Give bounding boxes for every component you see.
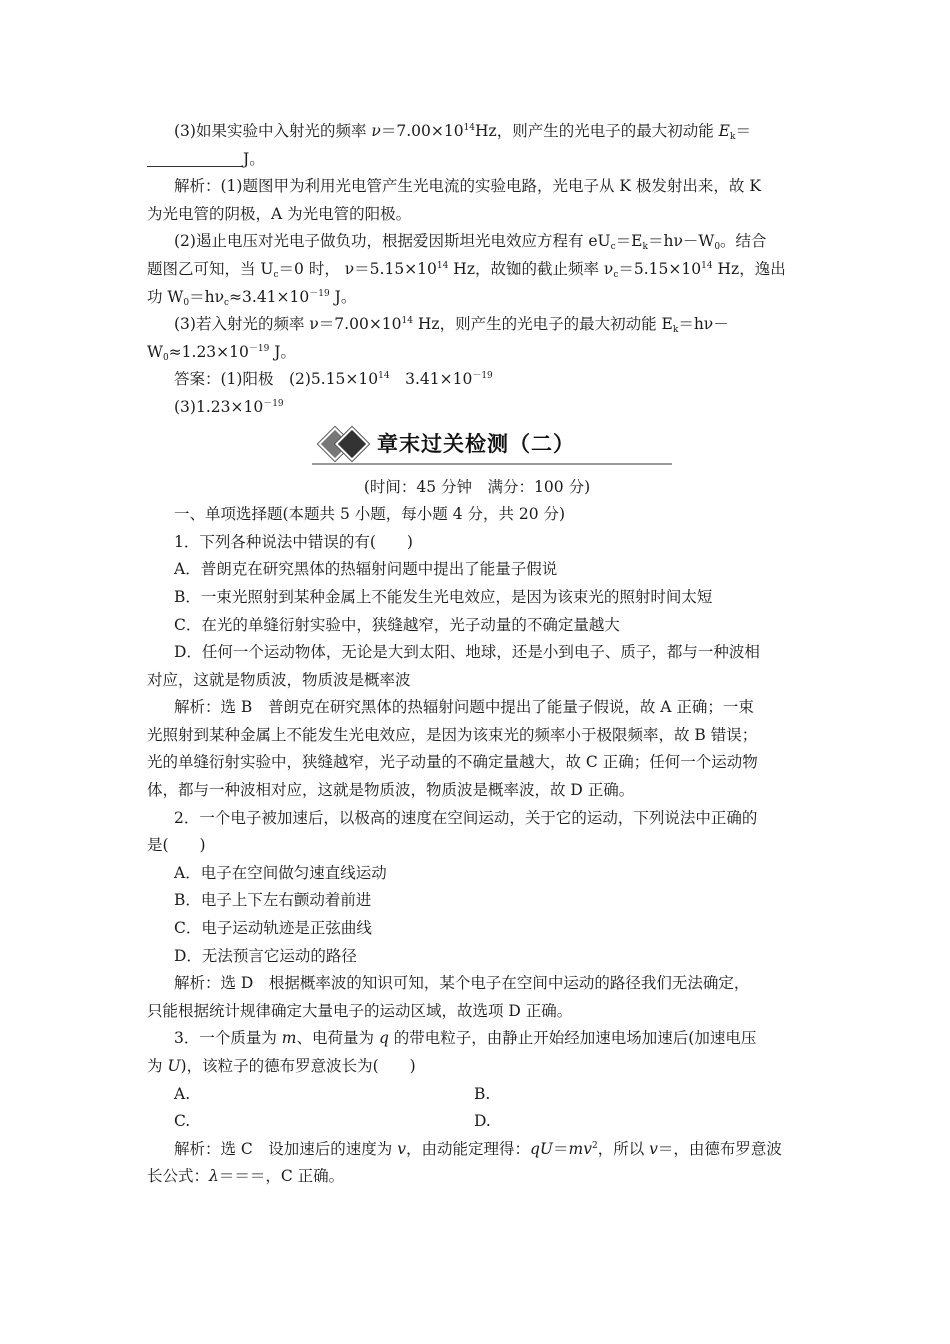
q1-solution-line2: 光照射到某种金属上不能发生光电效应，是因为该束光的频率小于极限频率，故 B 错误；: [147, 725, 758, 744]
solution-2-line1: (2)遏止电压对光电子做负功，根据爱因斯坦光电效应方程有 $eU_c=E_k=h\nu-W_0$。结合: [174, 232, 767, 253]
chapter-banner: [147, 428, 807, 474]
q3-intro-line2: J。: [147, 146, 807, 174]
q3-option-b: B.: [474, 1084, 491, 1103]
solution-2-line2: 题图乙可知，当 $U_c=0$ 时， $\nu=5.15\times 10^{14}$ Hz，故铷的截止频率 $\nu_c=5.15\times 10^{14}$ Hz，逸出: [147, 259, 786, 280]
q2-option-a: A．电子在空间做匀速直线运动: [174, 863, 387, 882]
banner-title: 章末过关检测（二）: [377, 431, 575, 456]
q3-stem-line2: 为 U)，该粒子的德布罗意波长为( ): [147, 1057, 416, 1075]
section-heading: 一、单项选择题(本题共 5 小题，每小题 4 分，共 20 分): [174, 505, 566, 524]
q3-intro-line1: (3)如果实验中入射光的频率 $\nu=7.00\times 10^{14}Hz$，则产生的光电子的最大初动能 $E_k=$: [174, 122, 751, 142]
q2-stem-line2: 是( ): [147, 836, 206, 855]
answer-line2: $(3)1.23\times 10^{-19}$: [174, 397, 284, 416]
q3-option-c: C.: [174, 1112, 191, 1131]
q1-solution-line1: 解析：选 B 普朗克在研究黑体的热辐射问题中提出了能量子假说，故 A 正确；一束: [174, 698, 754, 717]
solution-2-line3: 功 $W_0=h\nu_c\approx 3.41\times 10^{-19}$ J。: [147, 287, 357, 308]
q1-option-d-line2: 对应，这就是物质波，物质波是概率波: [147, 670, 411, 689]
q3-solution-line1: 解析：选 C 设加速后的速度为 v，由动能定理得：$qU=mv^2$，所以 v＝，由德布罗意波: [174, 1139, 782, 1158]
solution-1-line1: 解析：(1)题图甲为利用光电管产生光电流的实验电路，光电子从 K 极发射出来，故 K: [174, 177, 761, 196]
q3-options-row1: [147, 1081, 807, 1109]
q3-stem-line1: 3．一个质量为 m、电荷量为 q 的带电粒子，由静止开始经加速电场加速后(加速电压: [174, 1029, 757, 1048]
q2-option-d: D．无法预言它运动的路径: [174, 946, 357, 965]
q3-options-row2: [147, 1108, 807, 1136]
solution-3-line1: (3)若入射光的频率 $\nu=7.00\times 10^{14}$ Hz，则产生的光电子的最大初动能 $E_k=h\nu-$: [174, 315, 729, 336]
q2-solution-line2: 只能根据统计规律确定大量电子的运动区域，故选项 D 正确。: [147, 1001, 573, 1020]
q1-option-d-line1: D．任何一个运动物体，无论是大到太阳、地球，还是小到电子、质子，都与一种波相: [174, 643, 760, 662]
q1-option-b: B．一束光照射到某种金属上不能发生光电效应，是因为该束光的照射时间太短: [174, 587, 713, 606]
document-page: [147, 118, 807, 1191]
q1-option-c: C．在光的单缝衍射实验中，狭缝越窄，光子动量的不确定量越大: [174, 615, 620, 634]
banner-rule: [312, 463, 672, 465]
q1-solution-line4: 体，都与一种波相对应，这就是物质波，物质波是概率波，故 D 正确。: [147, 781, 635, 800]
q3-option-a: A.: [174, 1084, 191, 1103]
answer-line1: 答案：(1)阳极 $(2)5.15\times 10^{14}$ $3.41\times 10^{-19}$: [174, 370, 493, 389]
solution-1-line2: 为光电管的阴极，A 为光电管的阳极。: [147, 204, 412, 223]
q3-solution-line2: 长公式：λ＝＝＝，C 正确。: [147, 1167, 345, 1186]
q2-option-c: C．电子运动轨迹是正弦曲线: [174, 919, 372, 938]
q2-option-b: B．电子上下左右颤动着前进: [174, 891, 372, 910]
answer-blank: [147, 148, 243, 167]
exam-meta: (时间：45 分钟 满分：100 分): [363, 477, 591, 496]
solution-3-line2: $W_0\approx 1.23\times 10^{-19}$ J。: [147, 342, 296, 363]
q1-option-a: A．普朗克在研究黑体的热辐射问题中提出了能量子假说: [174, 560, 558, 579]
q1-stem: 1．下列各种说法中错误的有( ): [174, 532, 413, 551]
q2-stem-line1: 2．一个电子被加速后，以极高的速度在空间运动，关于它的运动，下列说法中正确的: [174, 808, 758, 827]
q3-option-d: D.: [474, 1112, 491, 1131]
q1-solution-line3: 光的单缝衍射实验中，狭缝越窄，光子动量的不确定量越大，故 C 正确；任何一个运动物: [147, 753, 758, 772]
q2-solution-line1: 解析：选 D 根据概率波的知识可知，某个电子在空间中运动的路径我们无法确定，: [174, 974, 750, 993]
